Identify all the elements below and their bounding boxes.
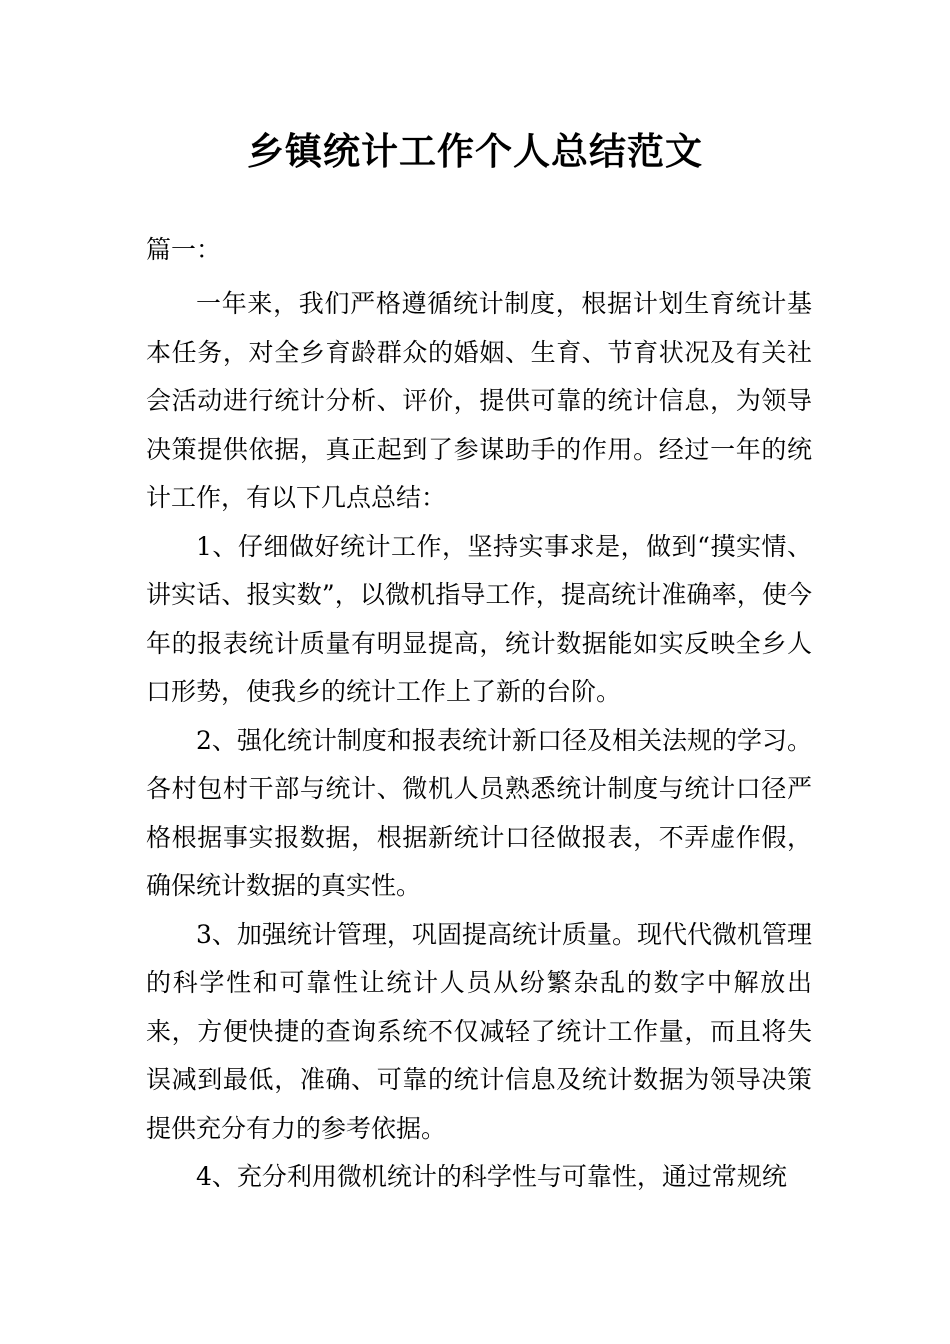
paragraph: 2、强化统计制度和报表统计新口径及相关法规的学习。各村包村干部与统计、微机人员熟悉统计制度与统计口径严格根据事实报数据，根据新统计口径做报表，不弄虚作假，确保统计数据的真实性。 [146,725,812,900]
paragraph: 1、仔细做好统计工作，坚持实事求是，做到“摸实情、讲实话、报实数”，以微机指导工作，提高统计准确率，使今年的报表统计质量有明显提高，统计数据能如实反映全乡人口形势，使我乡的统计工作上了新的台阶。 [146,531,812,706]
section-label: 篇一： [146,235,222,264]
paragraph: 3、加强统计管理，巩固提高统计质量。现代代微机管理的科学性和可靠性让统计人员从纷繁杂乱的数字中解放出来，方便快捷的查询系统不仅减轻了统计工作量，而且将失误减到最低，准确、可靠的统计信息及统计数据为领导决策提供充分有力的参考依据。 [146,919,812,1143]
paragraph: 4、充分利用微机统计的科学性与可靠性，通过常规统 [196,1162,787,1191]
document-body [146,280,812,1202]
document-title: 乡镇统计工作个人总结范文 [247,130,703,173]
paragraph: 一年来，我们严格遵循统计制度，根据计划生育统计基本任务，对全乡育龄群众的婚姻、生育、节育状况及有关社会活动进行统计分析、评价，提供可靠的统计信息，为领导决策提供依据，真正起到了参谋助手的作用。经过一年的统计工作，有以下几点总结： [146,289,812,512]
